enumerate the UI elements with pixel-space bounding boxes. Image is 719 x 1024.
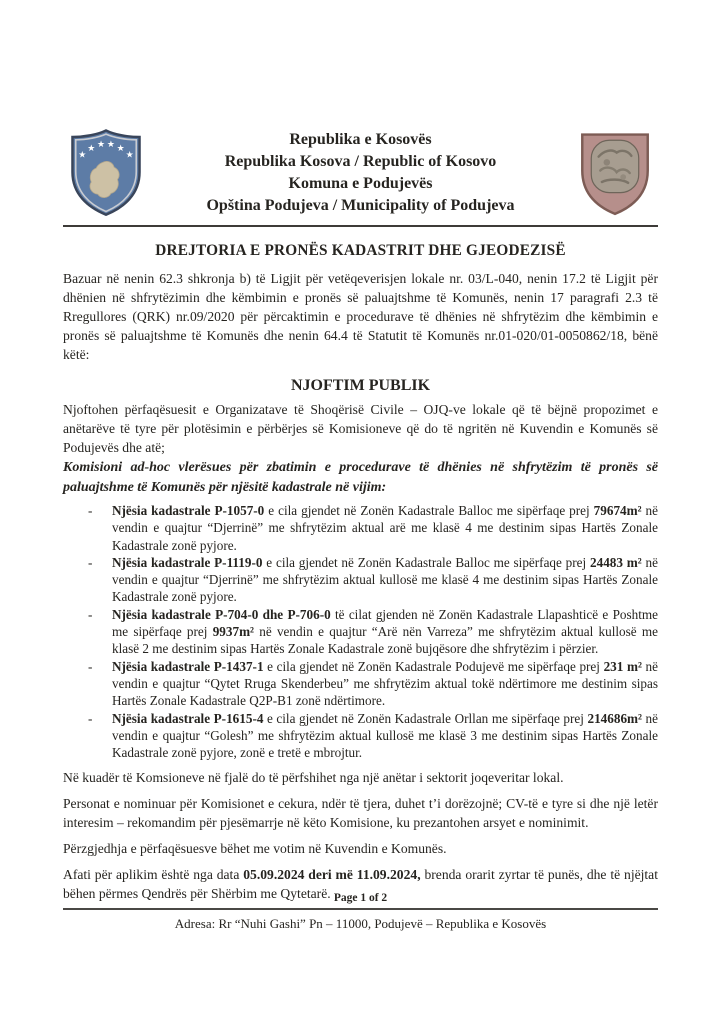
nominees-documents-paragraph: Personat e nominuar për Komisionet e cekura, ndër të tjera, duhet t’i dorëzojnë; CV-të e tyre si dhe një letër interesim – rekomandim për pjesëmarrje në këto Komisione, ku prezantohen arsyet e nominimit. (63, 796, 658, 831)
commission-intro-line: Komisioni ad-hoc vlerësues për zbatimin e procedurave të dhënies në shfrytëzim të pronës së paluajtshme të Komunës për njësitë kadastrale në vijim: (63, 460, 658, 495)
kadastral-unit-text: Njësia kadastrale P-704-0 dhe P-706-0 të cilat gjenden në Zonën Kadastrale Llapashticë e Poshtme me sipërfaqe prej 9937m² në vendin e quajtur “Arë nën Varreza” me shfrytëzim aktual kullosë me klasë 2 me destinim sipas Hartës Zonale Kadastrale zonë bujqësore dhe shfrytëzim i përzier. (112, 606, 658, 657)
legal-basis-paragraph: Bazuar në nenin 62.3 shkronja b) të Ligjit për vetëqeverisjen lokale nr. 03/L-040, nenin 17.2 të Ligjit për dhënien në shfrytëzimin dhe këmbimin e pronës së paluajtshme të Komunës, nenin 17 paragrafi 2.3 të Rregullores (QRK) nr.09/2020 për përcaktimin e procedurave të dhënies në shfrytëzim dhe këmbimin e pronës së paluajtshme të Komunës dhe nenin 64.4 të Statutit të Komunës nr.01-020/01-0050862/18, bënë këtë: (63, 271, 658, 362)
header-title-block (149, 129, 572, 217)
svg-text:★: ★ (106, 138, 115, 149)
application-deadline-paragraph: Afati për aplikim është nga data 05.09.2024 deri më 11.09.2024, brenda orarit zyrtar të punës, dhe të njëjtat bëhen përmes Qendrës për Shërbim me Qytetarë. (63, 867, 658, 902)
footer-divider (63, 908, 658, 910)
header-divider (63, 225, 658, 227)
kadastral-unit-item (88, 606, 658, 658)
bullet-dash: - (88, 710, 93, 726)
kadastral-unit-text: Njësia kadastrale P-1437-1 e cila gjendet në Zonën Kadastrale Podujevë me sipërfaqe prej 231 m² në vendin e quajtur “Qytet Rruga Skenderbeu” me shfrytëzim aktual tokë ndërtimore me destinim sipas Hartës Zonale Kadastrale Q2P-B1 zonë ndërtimore. (112, 658, 658, 709)
kadastral-unit-item (88, 658, 658, 710)
kosovo-coat-of-arms-icon (63, 128, 149, 218)
svg-text:★: ★ (78, 149, 87, 160)
kadastral-unit-item (88, 710, 658, 762)
bullet-dash: - (88, 658, 93, 674)
bullet-dash: - (88, 606, 93, 622)
selection-vote-paragraph: Përzgjedhja e përfaqësuesve bëhet me votim në Kuvendin e Komunës. (63, 841, 447, 857)
ngo-member-paragraph: Në kuadër të Komsioneve në fjalë do të përfshihet nga një anëtar i sektorit joqeveritar lokal. (63, 770, 564, 786)
header-line-republic-sr-en: Republika Kosova / Republic of Kosovo (224, 153, 497, 170)
kadastral-unit-item (88, 554, 658, 606)
page-number-label: Page 1 of 2 (333, 892, 388, 904)
public-notice-heading: NJOFTIM PUBLIK (290, 377, 431, 394)
bullet-dash: - (88, 503, 93, 518)
directorate-title: DREJTORIA E PRONËS KADASTRIT DHE GJEODEZISË (155, 242, 566, 259)
header-line-municipality-sq: Komuna e Podujevës (288, 175, 433, 192)
svg-text:★: ★ (87, 142, 96, 153)
svg-text:★: ★ (97, 138, 106, 149)
header-line-municipality-sr-en: Opština Podujeva / Municipality of Podujeva (206, 197, 515, 214)
kadastral-unit-text: Njësia kadastrale P-1119-0 e cila gjendet në Zonën Kadastrale Balloc me sipërfaqe prej 24483 m² në vendin e quajtur “Djerrinë” me shfrytëzim aktual kullosë me klasë 4 me destinim sipas Hartës Zonale Kadastrale zonë pyjore. (112, 554, 658, 605)
podujeva-municipality-emblem-icon (572, 128, 658, 218)
header-line-republic-sq: Republika e Kosovës (289, 131, 432, 148)
notice-intro-paragraph: Njoftohen përfaqësuesit e Organizatave të Shoqërisë Civile – OJQ-ve lokale që të bëjnë propozimet e anëtarëve të tyre për plotësimin e përbërjes së Komisioneve që do të ngritën në Kuvendin e Komunës së Podujevës dhe atë; (63, 402, 658, 455)
kadastral-unit-text: Njësia kadastrale P-1615-4 e cila gjendet në Zonën Kadastrale Orllan me sipërfaqe prej 214686m² në vendin e quajtur “Golesh” me shfrytëzim aktual kullosë me klasë 3 me destinim sipas Hartës Zonale Kadastrale zonë pyjore, zonë e tretë e mbrojtur. (112, 710, 658, 761)
address-line: Adresa: Rr “Nuhi Gashi” Pn – 11000, Podujevë – Republika e Kosovës (174, 916, 547, 931)
svg-text:★: ★ (116, 142, 125, 153)
closing-paragraphs (63, 768, 658, 903)
kadastral-unit-text: Njësia kadastrale P-1057-0 e cila gjendet në Zonën Kadastrale Balloc me sipërfaqe prej 79674m² në vendin e quajtur “Djerrinë” me shfrytëzim aktual arë me klasë 4 me destinim sipas Hartës Zonale Kadastrale zonë pyjore. (112, 503, 659, 553)
svg-text:★: ★ (125, 149, 134, 160)
kadastral-unit-item (88, 502, 658, 554)
bullet-dash: - (88, 554, 93, 570)
kadastral-units-list (63, 502, 658, 761)
page-footer (63, 892, 658, 932)
document-header (63, 128, 658, 218)
